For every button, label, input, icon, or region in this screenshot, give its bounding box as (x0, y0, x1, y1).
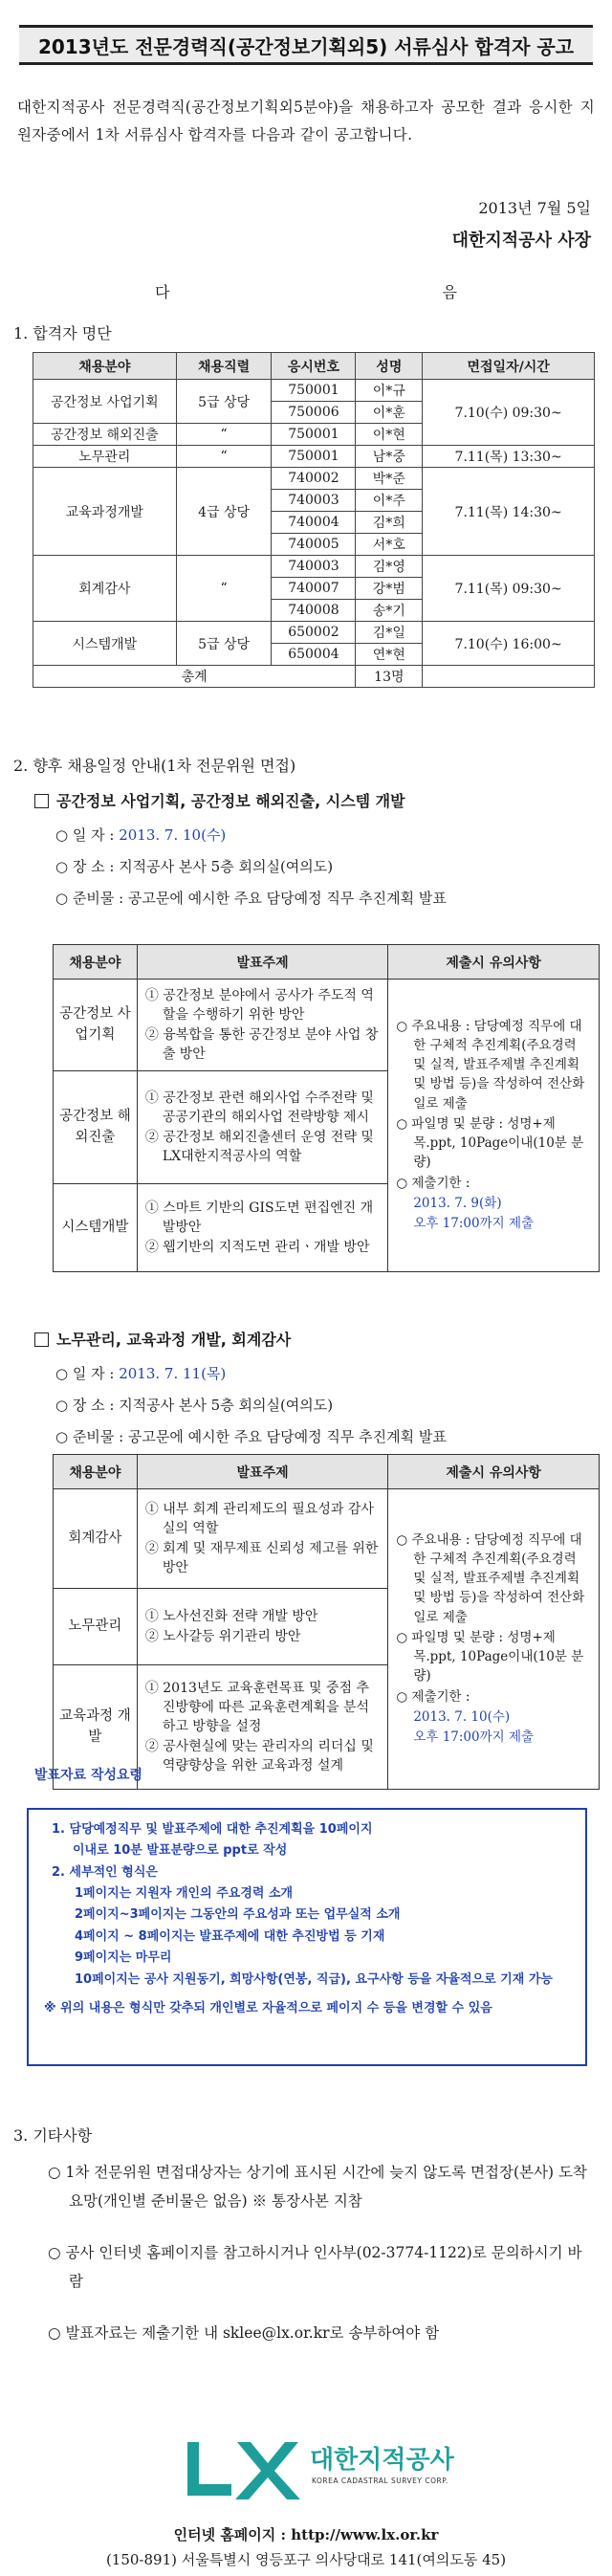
name-cell: 강*범 (356, 578, 423, 600)
field-cell: 공간정보 사업기획 (33, 380, 177, 424)
header-cell: 성명 (356, 353, 423, 380)
table-row (54, 980, 600, 1071)
topic-item: ① 내부 회계 관리제도의 필요성과 감사실의 역할 (144, 1501, 374, 1537)
topic-item: ② 웹기반의 지적도면 관리ㆍ개발 방안 (144, 1239, 370, 1255)
page-title: 2013년도 전문경력직(공간정보기획외5) 서류심사 합격자 공고 (19, 25, 593, 65)
passer-table (33, 352, 595, 688)
exam-number-cell: 750001 (272, 424, 356, 446)
section2-heading: 2. 향후 채용일정 안내(1차 전문위원 면접) (13, 757, 296, 775)
header-cell: 채용분야 (54, 945, 138, 980)
header-cell: 발표주제 (137, 1455, 388, 1489)
notice-item: ○ 발표자료는 제출기한 내 sklee@lx.or.kr로 송부하여야 함 (48, 2324, 440, 2342)
topic-item: ① 스마트 기반의 GIS도면 편집엔진 개발방안 (144, 1200, 374, 1236)
company-logo (182, 2434, 497, 2511)
schedule-b-prep: ○ 준비물 : 공고문에 예시한 주요 담당예정 직무 추진계획 발표 (55, 1428, 447, 1445)
schedule-a-title: 공간정보 사업기획, 공간정보 해외진출, 시스템 개발 (56, 792, 405, 810)
field-cell: 회계감사 (33, 556, 177, 622)
guide-line: 9페이지는 마무리 (75, 1950, 172, 1966)
checkbox-square-icon (34, 1332, 49, 1347)
field-cell: 교육과정 개발 (54, 1665, 138, 1790)
name-cell: 김*희 (356, 512, 423, 534)
total-label: 총계 (33, 666, 356, 688)
note-item: ○ 제출기한 : (396, 1688, 470, 1705)
exam-number-cell: 740007 (272, 578, 356, 600)
deadline-date: 2013. 7. 10(수) (413, 1708, 511, 1725)
grade-cell: 4급 상당 (176, 468, 272, 556)
note-item: ○ 파일명 및 분량 : 성명+제목.ppt, 10Page이내(10분 분량) (396, 1629, 584, 1684)
name-cell: 남*중 (356, 446, 423, 468)
name-cell: 이*주 (356, 490, 423, 512)
exam-number-cell: 750001 (272, 380, 356, 402)
name-cell: 송*기 (356, 600, 423, 622)
note-item: ○ 주요내용 : 담당예정 직무에 대한 구체적 추진계획(주요경력 및 실적, 발표주제별 추진계획 및 방법 등)을 작성하여 전산화일로 제출 (396, 1531, 585, 1625)
header-cell: 발표주제 (137, 945, 388, 980)
date-label: ○ 일 자 : (55, 826, 115, 844)
guide-line: 이내로 10분 발표분량으로 ppt로 작성 (73, 1843, 288, 1859)
topic-cell (137, 1665, 388, 1790)
issuer: 대한지적공사 사장 (451, 231, 591, 251)
topic-cell (137, 1071, 388, 1184)
name-cell: 박*준 (356, 468, 423, 490)
interview-time-cell: 7.11(목) 14:30~ (423, 468, 595, 556)
name-cell: 김*영 (356, 556, 423, 578)
field-cell: 노무관리 (33, 446, 177, 468)
logo-subtitle: KOREA CADASTRAL SURVEY CORP. (312, 2477, 448, 2485)
guide-line: 2페이지~3페이지는 그동안의 주요성과 또는 업무실적 소개 (75, 1907, 401, 1923)
exam-number-cell: 740008 (272, 600, 356, 622)
checkbox-square-icon (34, 794, 49, 808)
schedule-a-prep: ○ 준비물 : 공고문에 예시한 주요 담당예정 직무 추진계획 발표 (55, 890, 447, 907)
topic-item: ① 공간정보 분야에서 공사가 주도적 역할을 수행하기 위한 방안 (144, 987, 374, 1024)
field-cell: 노무관리 (54, 1589, 138, 1665)
schedule-a-heading (34, 789, 405, 811)
schedule-b-place: ○ 장 소 : 지적공사 본사 5층 회의실(여의도) (55, 1397, 334, 1414)
exam-number-cell: 750001 (272, 446, 356, 468)
note-item: ○ 파일명 및 분량 : 성명+제목.ppt, 10Page이내(10분 분량) (396, 1115, 584, 1171)
name-cell: 서*호 (356, 534, 423, 556)
topic-cell (137, 980, 388, 1071)
notice-item: ○ 공사 인터넷 홈페이지를 참고하시거나 인사부(02-3774-1122)로 문의하시기 바람 (48, 2244, 582, 2291)
topic-item: ① 노사선진화 전략 개발 방안 (144, 1609, 318, 1625)
table-header-row (54, 1455, 600, 1489)
guide-line: 2. 세부적인 형식은 (52, 1864, 158, 1880)
exam-number-cell: 750006 (272, 402, 356, 424)
grade-cell: “ (176, 446, 272, 468)
name-cell: 김*일 (356, 622, 423, 644)
topic-item: ① 2013년도 교육훈련목표 및 중점 추진방향에 따른 교육훈련계획을 분석하고 방향을 설정 (144, 1680, 370, 1735)
date-value: 2013. 7. 10(수) (119, 826, 227, 844)
guide-title: 발표자료 작성요령 (34, 1768, 143, 1783)
guide-line: 1. 담당예정직무 및 발표주제에 대한 추진계획을 10페이지 (52, 1822, 373, 1837)
notice-item: ○ 1차 전문위원 면접대상자는 상기에 표시된 시간에 늦지 않도록 면접장(본사) 도착 요망(개인별 준비물은 없음) ※ 통장사본 지참 (48, 2164, 587, 2211)
topic-cell (137, 1184, 388, 1272)
field-cell: 시스템개발 (33, 622, 177, 666)
presentation-table-b (53, 1454, 600, 1790)
name-cell: 이*규 (356, 380, 423, 402)
field-cell: 공간정보 해외진출 (33, 424, 177, 446)
schedule-b-heading (34, 1328, 291, 1350)
date-label: ○ 일 자 : (55, 1365, 115, 1382)
topic-cell (137, 1489, 388, 1589)
section-divider-label: 다 음 (155, 283, 591, 301)
presentation-table-a (53, 944, 600, 1272)
header-cell: 응시번호 (272, 353, 356, 380)
field-cell: 공간정보 사업기획 (54, 980, 138, 1071)
empty-cell (423, 666, 595, 688)
header-cell: 채용분야 (33, 353, 177, 380)
exam-number-cell: 740002 (272, 468, 356, 490)
interview-time-cell: 7.10(수) 16:00~ (423, 622, 595, 666)
header-cell: 채용직렬 (176, 353, 272, 380)
table-row (33, 622, 595, 644)
topic-item: ② 공사현실에 맞는 관리자의 리더십 및 역량향상을 위한 교육과정 설계 (144, 1738, 374, 1773)
header-cell: 면접일자/시간 (423, 353, 595, 380)
field-cell: 교육과정개발 (33, 468, 177, 556)
topic-cell (137, 1589, 388, 1665)
table-row (54, 1489, 600, 1589)
exam-number-cell: 740003 (272, 490, 356, 512)
footer-homepage: 인터넷 홈페이지 : http://www.lx.or.kr (173, 2526, 439, 2543)
table-row (33, 446, 595, 468)
topic-item: ② 노사갈등 위기관리 방안 (144, 1628, 301, 1644)
table-header-row (33, 353, 595, 380)
topic-item: ② 공간정보 해외진출센터 운영 전략 및 LX대한지적공사의 역할 (144, 1129, 374, 1164)
table-row (33, 380, 595, 402)
logo-name: 대한지적공사 (310, 2446, 454, 2475)
grade-cell: “ (176, 424, 272, 446)
guide-line: 1페이지는 지원자 개인의 주요경력 소개 (75, 1886, 294, 1902)
guide-note: ※ 위의 내용은 형식만 갖추되 개인별로 자율적으로 페이지 수 등을 변경할 수 있음 (44, 2000, 492, 2015)
submission-notes (388, 1489, 600, 1790)
guide-line: 10페이지는 공사 지원동기, 희망사항(연봉, 직급), 요구사항 등을 자율적으로 기재 가능 (75, 1971, 553, 1987)
table-row (33, 556, 595, 578)
name-cell: 이*현 (356, 424, 423, 446)
topic-item: ② 회계 및 재무제표 신뢰성 제고를 위한 방안 (144, 1540, 379, 1575)
deadline-time: 오후 17:00까지 제출 (413, 1216, 535, 1232)
field-cell: 공간정보 해외진출 (54, 1071, 138, 1184)
total-value: 13명 (356, 666, 423, 688)
exam-number-cell: 740005 (272, 534, 356, 556)
table-row (33, 468, 595, 490)
note-item: ○ 주요내용 : 담당예정 직무에 대한 구체적 추진계획(주요경력 및 실적, 발표주제별 추진계획 및 방법 등)을 작성하여 전산화일로 제출 (396, 1018, 585, 1112)
interview-time-cell: 7.11(목) 13:30~ (423, 446, 595, 468)
guide-box (27, 1808, 587, 2066)
exam-number-cell: 650002 (272, 622, 356, 644)
grade-cell: 5급 상당 (176, 622, 272, 666)
header-cell: 제출시 유의사항 (388, 945, 600, 980)
intro-paragraph: 대한지적공사 전문경력직(공간정보기획외5분야)을 채용하고자 공모한 결과 응시한 지원자중에서 1차 서류심사 합격자를 다음과 같이 공고합니다. (17, 99, 595, 144)
interview-time-cell: 7.11(목) 09:30~ (423, 556, 595, 622)
exam-number-cell: 740004 (272, 512, 356, 534)
exam-number-cell: 740003 (272, 556, 356, 578)
header-cell: 제출시 유의사항 (388, 1455, 600, 1489)
note-item: ○ 제출기한 : (396, 1175, 470, 1191)
section1-heading: 1. 합격자 명단 (13, 324, 112, 342)
announcement-date: 2013년 7월 5일 (478, 199, 591, 217)
deadline-time: 오후 17:00까지 제출 (413, 1729, 535, 1746)
grade-cell: 5급 상당 (176, 380, 272, 424)
table-header-row (54, 945, 600, 980)
schedule-b-date (55, 1363, 226, 1383)
date-value: 2013. 7. 11(목) (119, 1365, 227, 1382)
total-row (33, 666, 595, 688)
deadline-date: 2013. 7. 9(화) (413, 1195, 502, 1211)
topic-item: ① 공간정보 관련 해외사업 수주전략 및 공공기관의 해외사업 전략방향 제시 (144, 1090, 374, 1126)
name-cell: 이*훈 (356, 402, 423, 424)
footer-address: (150-891) 서울특별시 영등포구 의사당대로 141(여의도동 45) (105, 2551, 507, 2568)
guide-line: 4페이지 ~ 8페이지는 발표주제에 대한 추진방법 등 기재 (75, 1928, 385, 1944)
topic-item: ② 융복합을 통한 공간정보 분야 사업 창출 방안 (144, 1026, 379, 1062)
field-cell: 시스템개발 (54, 1184, 138, 1272)
submission-notes (388, 980, 600, 1272)
name-cell: 연*현 (356, 644, 423, 666)
schedule-b-title: 노무관리, 교육과정 개발, 회계감사 (56, 1331, 292, 1349)
header-cell: 채용분야 (54, 1455, 138, 1489)
schedule-a-place: ○ 장 소 : 지적공사 본사 5층 회의실(여의도) (55, 858, 334, 875)
interview-time-cell: 7.10(수) 09:30~ (423, 380, 595, 446)
grade-cell: “ (176, 556, 272, 622)
schedule-a-date (55, 825, 226, 845)
section3-heading: 3. 기타사항 (13, 2126, 93, 2145)
exam-number-cell: 650004 (272, 644, 356, 666)
field-cell: 회계감사 (54, 1489, 138, 1589)
